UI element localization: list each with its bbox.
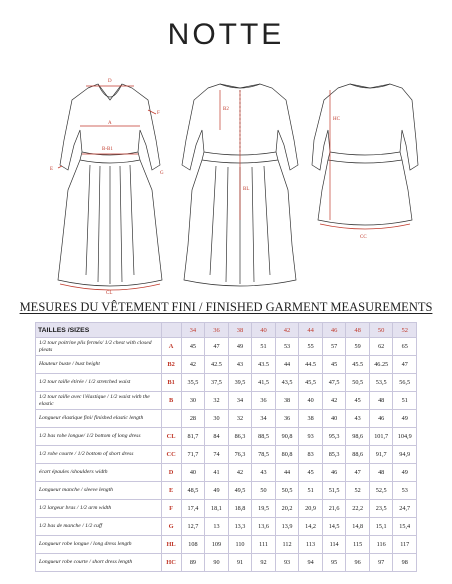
measurement-value: 51,5: [322, 482, 346, 500]
measurement-value: 88,5: [252, 428, 276, 446]
measurement-value: 45: [346, 392, 370, 410]
measurement-value: 108: [181, 536, 205, 554]
measurement-value: 48,5: [181, 482, 205, 500]
measurement-code: F: [161, 500, 181, 518]
measurement-value: 35,5: [181, 374, 205, 392]
measurement-value: 20,2: [275, 500, 299, 518]
sizes-header: TAILLES /SIZES: [36, 323, 162, 338]
measurement-value: 30: [205, 410, 229, 428]
measurement-label: 1/2 largeur bras / 1/2 arm width: [36, 500, 162, 518]
measurement-label: Longueur robe courte / short dress length: [36, 554, 162, 572]
dress-technical-drawings: [40, 70, 420, 295]
measurement-value: 12,7: [181, 518, 205, 536]
measurement-value: 78,5: [252, 446, 276, 464]
measurement-value: 43,5: [275, 374, 299, 392]
size-header: 52: [393, 323, 417, 338]
measurement-value: 46: [322, 464, 346, 482]
measurement-value: 43: [346, 410, 370, 428]
measurement-value: 18,8: [228, 500, 252, 518]
label-bl: BL: [243, 187, 250, 192]
measurement-value: 98: [393, 554, 417, 572]
measurement-value: 89: [181, 554, 205, 572]
label-e: E: [50, 167, 54, 172]
measurement-value: 14,8: [346, 518, 370, 536]
measurement-value: 38: [299, 410, 323, 428]
measurement-value: 49: [228, 338, 252, 356]
front-view-sketch: [58, 84, 162, 286]
measurement-label: Hauteur buste / bust height: [36, 356, 162, 374]
measurement-value: 49: [393, 410, 417, 428]
table-row: [36, 338, 417, 356]
measurement-value: 114: [322, 536, 346, 554]
measurement-value: 95: [322, 554, 346, 572]
measurement-label: Longueur élastique fini/ finished elastic length: [36, 410, 162, 428]
table-row: [36, 356, 417, 374]
table-header-row: [36, 323, 417, 338]
measurement-value: 96: [346, 554, 370, 572]
measurement-label: 1/2 tour poitrine plis fermés/ 1/2 chest with closed pleats: [36, 338, 162, 356]
measurement-value: 43.5: [252, 356, 276, 374]
measurement-value: 94: [299, 554, 323, 572]
measurement-value: 44: [275, 356, 299, 374]
size-header: 50: [369, 323, 393, 338]
measurement-value: 97: [369, 554, 393, 572]
measurement-value: 32: [228, 410, 252, 428]
measurement-code: A: [161, 338, 181, 356]
measurement-label: Longueur robe longue / long dress length: [36, 536, 162, 554]
measurement-value: 84: [205, 428, 229, 446]
size-header: 38: [228, 323, 252, 338]
table-row: [36, 374, 417, 392]
measurement-value: 52,5: [369, 482, 393, 500]
measurement-value: 42: [181, 356, 205, 374]
size-header: 36: [205, 323, 229, 338]
measurement-value: 36: [252, 392, 276, 410]
measurement-value: 49: [393, 464, 417, 482]
measurement-value: 17,4: [181, 500, 205, 518]
measurement-value: 15,1: [369, 518, 393, 536]
measurement-value: 86,3: [228, 428, 252, 446]
measurement-code: HL: [161, 536, 181, 554]
measurement-value: 93: [275, 554, 299, 572]
measurement-value: 59: [346, 338, 370, 356]
measurement-value: 13,6: [252, 518, 276, 536]
measurement-value: 111: [252, 536, 276, 554]
measurement-value: 44.5: [299, 356, 323, 374]
measurement-value: 40: [322, 410, 346, 428]
table-body: [36, 338, 417, 572]
measurement-value: 47: [205, 338, 229, 356]
measurement-value: 113: [299, 536, 323, 554]
measurement-code: CC: [161, 446, 181, 464]
measurement-value: 37,5: [205, 374, 229, 392]
measurement-value: 91: [228, 554, 252, 572]
measurement-value: 48: [369, 464, 393, 482]
measurement-value: 45.5: [346, 356, 370, 374]
measurement-value: 53,5: [369, 374, 393, 392]
measurement-value: 46.25: [369, 356, 393, 374]
measurement-value: 55: [299, 338, 323, 356]
size-header: 34: [181, 323, 205, 338]
brand-logo: NOTTE: [167, 18, 285, 51]
measurement-value: 45: [322, 356, 346, 374]
measurement-code: [161, 410, 181, 428]
measurement-value: 51: [393, 392, 417, 410]
measurement-value: 51: [252, 338, 276, 356]
table-row: [36, 518, 417, 536]
measurement-value: 88,6: [346, 446, 370, 464]
size-header: 48: [346, 323, 370, 338]
measurement-value: 34: [228, 392, 252, 410]
measurement-value: 32: [205, 392, 229, 410]
measurement-value: 50,5: [275, 482, 299, 500]
garment-sketches: [40, 70, 420, 295]
measurement-value: 110: [228, 536, 252, 554]
measurement-value: 45: [181, 338, 205, 356]
table-row: [36, 482, 417, 500]
measurement-value: 20,9: [299, 500, 323, 518]
size-header: 42: [275, 323, 299, 338]
label-f: F: [157, 111, 160, 116]
table-row: [36, 500, 417, 518]
measurement-value: 49: [205, 482, 229, 500]
measurement-value: 42.5: [205, 356, 229, 374]
label-g: G: [160, 171, 164, 176]
label-cl: CL: [106, 291, 113, 295]
measurement-code: B: [161, 392, 181, 410]
measurement-value: 23,5: [369, 500, 393, 518]
table-row: [36, 410, 417, 428]
measurement-value: 81,7: [181, 428, 205, 446]
measurement-value: 41,5: [252, 374, 276, 392]
measurement-value: 95,3: [322, 428, 346, 446]
measurement-value: 94,9: [393, 446, 417, 464]
measurement-value: 47,5: [322, 374, 346, 392]
measurement-value: 43: [228, 356, 252, 374]
label-a: A: [108, 121, 112, 126]
measurement-value: 112: [275, 536, 299, 554]
measurement-value: 48: [369, 392, 393, 410]
measurement-value: 38: [275, 392, 299, 410]
measurement-label: 1/2 bas de manche / 1/2 cuff: [36, 518, 162, 536]
measurement-value: 93: [299, 428, 323, 446]
measurement-value: 51: [299, 482, 323, 500]
table-row: [36, 446, 417, 464]
measurement-value: 50: [252, 482, 276, 500]
measurement-value: 85,3: [322, 446, 346, 464]
label-b2: B2: [223, 107, 229, 112]
measurement-value: 44: [275, 464, 299, 482]
table-row: [36, 536, 417, 554]
table-row: [36, 554, 417, 572]
measurement-value: 52: [346, 482, 370, 500]
measurement-value: 21,6: [322, 500, 346, 518]
measurement-value: 45: [299, 464, 323, 482]
measurement-label: Longueur manche / sleeve length: [36, 482, 162, 500]
side-view-sketch: [312, 84, 418, 225]
measurement-value: 101,7: [369, 428, 393, 446]
measurement-value: 22,2: [346, 500, 370, 518]
label-b: B-B1: [102, 147, 113, 152]
measurement-code: CL: [161, 428, 181, 446]
measurement-code: B1: [161, 374, 181, 392]
label-d: D: [108, 79, 112, 84]
measurement-value: 13: [205, 518, 229, 536]
measurement-value: 117: [393, 536, 417, 554]
measurement-value: 50,5: [346, 374, 370, 392]
measurement-value: 34: [252, 410, 276, 428]
measurement-value: 76,3: [228, 446, 252, 464]
measurement-value: 71,7: [181, 446, 205, 464]
measurement-value: 36: [275, 410, 299, 428]
measurement-value: 18,1: [205, 500, 229, 518]
measurement-value: 46: [369, 410, 393, 428]
measurement-value: 15,4: [393, 518, 417, 536]
measurement-value: 40: [299, 392, 323, 410]
measurement-label: 1/2 bas robe longue/ 1/2 bottom of long dress: [36, 428, 162, 446]
measurement-label: écart épaules /shoulders width: [36, 464, 162, 482]
measurement-value: 13,3: [228, 518, 252, 536]
measurement-value: 39,5: [228, 374, 252, 392]
measurement-value: 116: [369, 536, 393, 554]
size-header: 46: [322, 323, 346, 338]
measurement-value: 62: [369, 338, 393, 356]
measurement-value: 90: [205, 554, 229, 572]
measurement-value: 14,5: [322, 518, 346, 536]
measurement-value: 40: [181, 464, 205, 482]
measurement-value: 80,8: [275, 446, 299, 464]
measurement-value: 57: [322, 338, 346, 356]
measurement-value: 42: [322, 392, 346, 410]
code-header: [161, 323, 181, 338]
measurement-code: E: [161, 482, 181, 500]
measurement-value: 90,8: [275, 428, 299, 446]
measurement-code: HC: [161, 554, 181, 572]
measurement-value: 92: [252, 554, 276, 572]
section-title: MESURES DU VÊTEMENT FINI / FINISHED GARMENT MEASUREMENTS: [19, 300, 433, 314]
measurement-value: 42: [228, 464, 252, 482]
measurement-value: 56,5: [393, 374, 417, 392]
measurement-label: 1/2 robe courte / 1/2 bottom of short dress: [36, 446, 162, 464]
measurement-value: 104,9: [393, 428, 417, 446]
measurement-value: 53: [275, 338, 299, 356]
size-header: 40: [252, 323, 276, 338]
measurement-value: 65: [393, 338, 417, 356]
measurement-code: B2: [161, 356, 181, 374]
measurement-value: 30: [181, 392, 205, 410]
measurement-value: 41: [205, 464, 229, 482]
table-row: [36, 392, 417, 410]
size-header: 44: [299, 323, 323, 338]
measurement-value: 83: [299, 446, 323, 464]
measurement-value: 47: [393, 356, 417, 374]
measurement-value: 91,7: [369, 446, 393, 464]
measurement-value: 98,6: [346, 428, 370, 446]
measurement-value: 49,5: [228, 482, 252, 500]
measurement-value: 109: [205, 536, 229, 554]
table-row: [36, 428, 417, 446]
measurements-table: [35, 322, 417, 572]
measurement-code: G: [161, 518, 181, 536]
measurement-value: 24,7: [393, 500, 417, 518]
label-hc: HC: [333, 117, 340, 122]
measurement-value: 74: [205, 446, 229, 464]
measurement-label: 1/2 tour taille avec l'élastique / 1/2 waist with the elastic: [36, 392, 162, 410]
measurement-label: 1/2 tour taille étirée / 1/2 stretched waist: [36, 374, 162, 392]
measurement-value: 115: [346, 536, 370, 554]
measurement-value: 45,5: [299, 374, 323, 392]
measurement-value: 19,5: [252, 500, 276, 518]
measurement-value: 28: [181, 410, 205, 428]
measurement-code: D: [161, 464, 181, 482]
measurement-value: 43: [252, 464, 276, 482]
measurement-value: 13,9: [275, 518, 299, 536]
measurement-value: 14,2: [299, 518, 323, 536]
measurement-value: 47: [346, 464, 370, 482]
table-row: [36, 464, 417, 482]
label-cc: CC: [360, 235, 367, 240]
measurement-value: 53: [393, 482, 417, 500]
